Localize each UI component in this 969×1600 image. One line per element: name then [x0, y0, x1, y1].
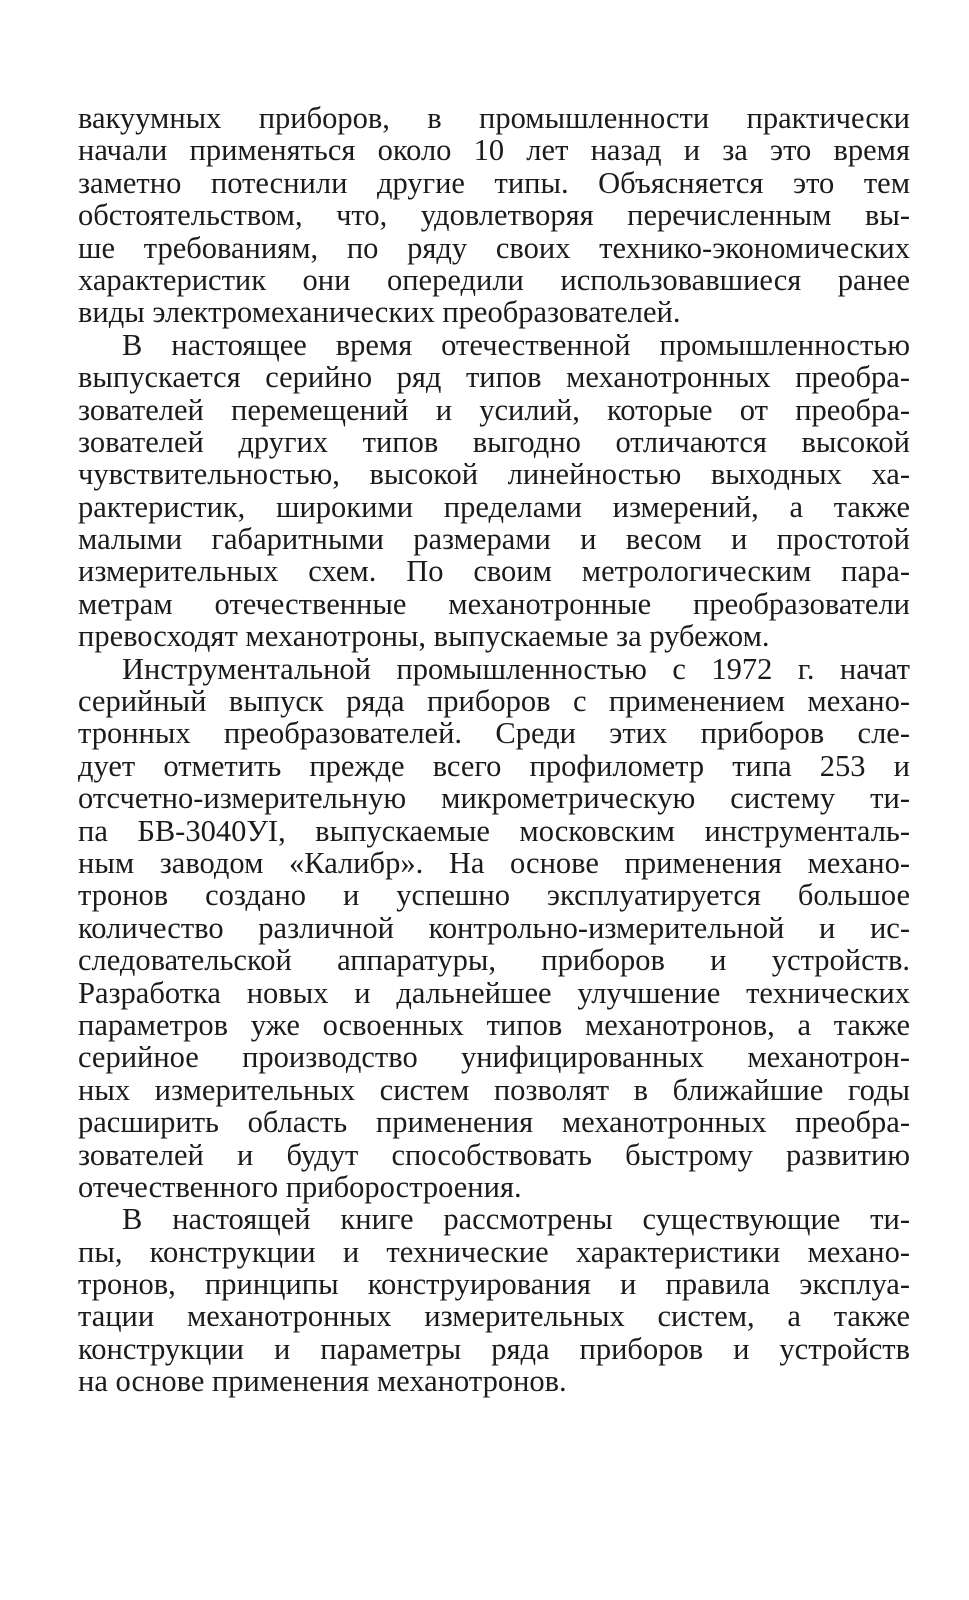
text-line: малыми габаритными размерами и весом и простотой	[78, 522, 910, 557]
text-line: измерительных схем. По своим метрологическим пара-	[78, 554, 910, 589]
text-line: отсчетно-измерительную микрометрическую систему ти-	[78, 781, 910, 816]
text-line: тронов, принципы конструирования и правила эксплуа-	[78, 1267, 910, 1302]
text-line: метрам отечественные механотронные преобразователи	[78, 586, 910, 621]
text-line: отечественного приборостроения.	[78, 1169, 522, 1204]
text-line: зователей перемещений и усилий, которые от преобра-	[78, 392, 910, 427]
text-line: В настоящей книге рассмотрены существующие ти-	[122, 1202, 910, 1237]
text-line: В настоящее время отечественной промышленностью	[122, 327, 910, 362]
text-line: на основе применения механотронов.	[78, 1364, 567, 1399]
text-line: зователей и будут способствовать быстрому развитию	[78, 1137, 910, 1172]
text-line: выпускается серийно ряд типов механотронных преобра-	[78, 360, 910, 395]
text-line: тронных преобразователей. Среди этих приборов сле-	[78, 716, 910, 751]
text-line: начали применяться около 10 лет назад и за это время	[78, 133, 910, 168]
text-line: заметно потеснили другие типы. Объясняется это тем	[78, 165, 910, 200]
text-line: Инструментальной промышленностью с 1972 г. начат	[122, 651, 910, 686]
text-line: обстоятельством, что, удовлетворяя перечисленным вы-	[78, 198, 910, 233]
text-line: зователей других типов выгодно отличаются высокой	[78, 424, 910, 459]
paragraph-3	[78, 653, 910, 1204]
text-line: количество различной контрольно-измерительной и ис-	[78, 910, 910, 945]
text-line: ным заводом «Калибр». На основе применения механо-	[78, 845, 910, 880]
paragraph-4	[78, 1203, 910, 1397]
text-line: превосходят механотроны, выпускаемые за рубежом.	[78, 619, 770, 654]
text-line: вакуумных приборов, в промышленности практически	[78, 101, 910, 135]
paragraph-2	[78, 329, 910, 653]
text-line: параметров уже освоенных типов механотронов, а также	[78, 1007, 910, 1042]
text-line: рактеристик, широкими пределами измерений, а также	[78, 489, 910, 524]
text-line: па БВ-3040УI, выпускаемые московским инструменталь-	[78, 813, 910, 848]
text-line: следовательской аппаратуры, приборов и устройств.	[78, 943, 910, 978]
text-line: серийный выпуск ряда приборов с применением механо-	[78, 684, 910, 719]
text-line: ных измерительных систем позволят в ближайшие годы	[78, 1072, 910, 1107]
text-line: Разработка новых и дальнейшее улучшение технических	[78, 975, 910, 1010]
text-line: пы, конструкции и технические характеристики механо-	[78, 1234, 910, 1269]
text-line: чувствительностью, высокой линейностью выходных ха-	[78, 457, 910, 492]
text-line: характеристик они опередили использовавшиеся ранее	[78, 262, 910, 297]
text-line: тации механотронных измерительных систем, а также	[78, 1299, 910, 1334]
text-line: тронов создано и успешно эксплуатируется большое	[78, 878, 910, 913]
paragraph-1	[78, 102, 910, 329]
text-line: ше требованиям, по ряду своих технико-экономических	[78, 230, 910, 265]
text-line: серийное производство унифицированных механотрон-	[78, 1040, 910, 1075]
text-line: конструкции и параметры ряда приборов и устройств	[78, 1331, 910, 1366]
text-line: виды электромеханических преобразователей.	[78, 295, 681, 330]
page-body	[78, 102, 910, 1398]
text-line: расширить область применения механотронных преобра-	[78, 1105, 910, 1140]
text-line: дует отметить прежде всего профилометр типа 253 и	[78, 748, 910, 783]
